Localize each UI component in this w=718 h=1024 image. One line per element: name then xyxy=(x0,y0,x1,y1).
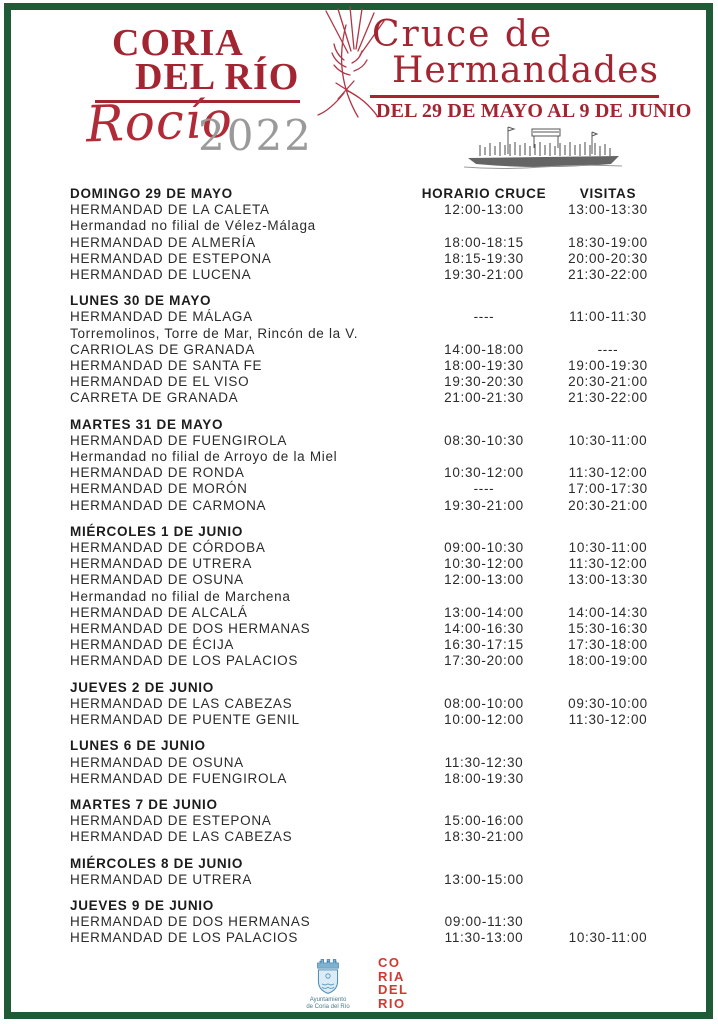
schedule-section xyxy=(70,293,663,406)
schedule-row xyxy=(70,653,663,669)
horario-cruce-value: 13:00-15:00 xyxy=(444,871,524,887)
schedule-table xyxy=(70,186,663,957)
hermandad-name: Hermandad no filial de Arroyo de la Miel xyxy=(70,449,338,465)
hermandad-name: HERMANDAD DE DOS HERMANAS xyxy=(70,914,311,930)
horario-cruce-value: 08:00-10:00 xyxy=(444,695,524,711)
visitas-value xyxy=(553,813,663,829)
council-logo xyxy=(300,956,356,1011)
horario-cruce-value: ---- xyxy=(473,481,495,497)
hermandad-name: HERMANDAD DE UTRERA xyxy=(70,871,253,887)
council-caption-line2: de Coria del Río xyxy=(306,1004,350,1010)
hermandad-name: HERMANDAD DE LOS PALACIOS xyxy=(70,653,299,669)
schedule-row xyxy=(70,771,663,787)
visitas-value xyxy=(553,755,663,771)
hermandad-name: HERMANDAD DE CARMONA xyxy=(70,497,267,513)
visitas-value: 13:00-13:30 xyxy=(568,202,648,218)
hermandad-name: HERMANDAD DE LAS CABEZAS xyxy=(70,829,293,845)
schedule-row xyxy=(70,358,663,374)
hermandad-name: HERMANDAD DE ALMERÍA xyxy=(70,234,256,250)
schedule-row xyxy=(70,374,663,390)
visitas-value: 11:00-11:30 xyxy=(569,309,647,325)
wordmark-line-1: CO xyxy=(378,955,401,970)
schedule-section xyxy=(70,856,663,888)
hermandad-name: HERMANDAD DE PUENTE GENIL xyxy=(70,712,300,728)
brand-title-line1: CORIA xyxy=(112,22,244,64)
horario-cruce-value: 13:00-14:00 xyxy=(444,604,524,620)
visitas-value: 10:30-11:00 xyxy=(568,540,648,556)
hermandad-name: HERMANDAD DE ESTEPONA xyxy=(70,813,272,829)
visitas-value xyxy=(553,589,663,605)
schedule-row xyxy=(70,540,663,556)
schedule-note-row xyxy=(70,218,663,234)
horario-cruce-value: 21:00-21:30 xyxy=(444,390,524,406)
day-heading-row xyxy=(70,680,663,696)
brand-title-line2: DEL RÍO xyxy=(135,56,300,98)
visitas-value: 18:30-19:00 xyxy=(568,234,648,250)
brand-year: 2022 xyxy=(198,111,313,160)
hermandad-name: HERMANDAD DE ÉCIJA xyxy=(70,637,235,653)
horario-cruce-value: 12:00-13:00 xyxy=(444,202,524,218)
schedule-row xyxy=(70,696,663,712)
horario-cruce-value: 19:30-20:30 xyxy=(444,374,524,390)
hermandad-name: HERMANDAD DE UTRERA xyxy=(70,556,253,572)
column-header-horario xyxy=(415,898,553,914)
day-heading-row xyxy=(70,738,663,754)
horario-cruce-value: 16:30-17:15 xyxy=(444,637,524,653)
schedule-row xyxy=(70,342,663,358)
visitas-value: 14:00-14:30 xyxy=(568,604,648,620)
horario-cruce-value: 09:00-11:30 xyxy=(444,914,524,930)
day-heading: DOMINGO 29 DE MAYO xyxy=(70,186,233,201)
hermandad-name: Hermandad no filial de Vélez-Málaga xyxy=(70,218,316,234)
hermandad-name: HERMANDAD DE ALCALÁ xyxy=(70,604,248,620)
column-header-visitas xyxy=(553,797,663,813)
schedule-note-row xyxy=(70,326,663,342)
hermandad-name: HERMANDAD DE MORÓN xyxy=(70,481,248,497)
visitas-value: 21:30-22:00 xyxy=(568,267,648,283)
day-heading: LUNES 30 DE MAYO xyxy=(70,293,212,309)
visitas-value: 17:00-17:30 xyxy=(568,481,648,497)
horario-cruce-value: 19:30-21:00 xyxy=(444,267,524,283)
visitas-value: ---- xyxy=(597,341,619,357)
schedule-row xyxy=(70,712,663,728)
schedule-row xyxy=(70,481,663,497)
schedule-row xyxy=(70,829,663,845)
wordmark-line-3: DEL xyxy=(378,982,409,997)
visitas-value xyxy=(553,326,663,342)
visitas-value: 20:00-20:30 xyxy=(568,250,648,266)
visitas-value: 17:30-18:00 xyxy=(568,637,648,653)
wordmark-line-2: RIA xyxy=(378,968,405,984)
hermandad-name: HERMANDAD DE OSUNA xyxy=(70,572,244,588)
schedule-section xyxy=(70,524,663,670)
horario-cruce-value: 12:00-13:00 xyxy=(444,572,524,588)
horario-cruce-value: 18:00-19:30 xyxy=(444,358,524,374)
hermandad-name: CARRETA DE GRANADA xyxy=(70,390,239,406)
visitas-value xyxy=(553,914,663,930)
wordmark-line-4: RIO xyxy=(378,995,406,1011)
horario-cruce-value xyxy=(415,326,553,342)
brand-script-title: Rocío xyxy=(85,90,234,154)
event-title-line1: Cruce de xyxy=(372,14,554,55)
hermandad-name: HERMANDAD DE DOS HERMANAS xyxy=(70,621,311,637)
column-header-horario xyxy=(415,293,553,309)
schedule-row xyxy=(70,755,663,771)
schedule-section xyxy=(70,898,663,947)
column-header-visitas xyxy=(553,293,663,309)
schedule-row xyxy=(70,202,663,218)
hermandad-name: HERMANDAD DE CÓRDOBA xyxy=(70,540,266,556)
visitas-value xyxy=(553,218,663,234)
day-heading: JUEVES 9 DE JUNIO xyxy=(70,897,214,913)
schedule-row xyxy=(70,813,663,829)
schedule-row xyxy=(70,605,663,621)
schedule-row xyxy=(70,390,663,406)
schedule-row xyxy=(70,621,663,637)
event-title-line2: Hermandades xyxy=(392,50,660,91)
column-header-horario xyxy=(415,738,553,754)
hermandad-name: HERMANDAD DE RONDA xyxy=(70,465,245,481)
column-header-horario: HORARIO CRUCE xyxy=(421,186,547,201)
ferry-boat-illustration-icon xyxy=(462,124,625,172)
horario-cruce-value: 18:00-18:15 xyxy=(444,234,524,250)
day-heading-row xyxy=(70,186,663,202)
horario-cruce-value: 18:15-19:30 xyxy=(444,250,524,266)
horario-cruce-value: 11:30-12:30 xyxy=(444,754,524,770)
horario-cruce-value: 15:00-16:00 xyxy=(444,813,524,829)
horario-cruce-value xyxy=(415,218,553,234)
visitas-value xyxy=(553,872,663,888)
schedule-section xyxy=(70,680,663,729)
day-heading: MIÉRCOLES 1 DE JUNIO xyxy=(70,523,244,539)
day-heading-row xyxy=(70,417,663,433)
hermandad-name: Torremolinos, Torre de Mar, Rincón de la V. xyxy=(70,325,359,341)
hermandad-name: HERMANDAD DE LAS CABEZAS xyxy=(70,695,293,711)
schedule-row xyxy=(70,251,663,267)
column-header-visitas xyxy=(553,898,663,914)
day-heading: JUEVES 2 DE JUNIO xyxy=(70,679,214,695)
visitas-value: 18:00-19:00 xyxy=(568,653,648,669)
visitas-value: 20:30-21:00 xyxy=(568,374,648,390)
day-heading: MIÉRCOLES 8 DE JUNIO xyxy=(70,855,244,871)
horario-cruce-value: 10:30-12:00 xyxy=(444,465,524,481)
schedule-row xyxy=(70,309,663,325)
schedule-row xyxy=(70,572,663,588)
column-header-horario xyxy=(415,797,553,813)
horario-cruce-value: 08:30-10:30 xyxy=(444,432,524,448)
column-header-visitas xyxy=(553,417,663,433)
horario-cruce-value: 09:00-10:30 xyxy=(444,540,524,556)
hermandad-name: HERMANDAD DE LA CALETA xyxy=(70,202,270,218)
column-header-horario xyxy=(415,856,553,872)
event-date-range: DEL 29 DE MAYO AL 9 DE JUNIO xyxy=(376,100,692,122)
schedule-section xyxy=(70,417,663,514)
visitas-value xyxy=(553,771,663,787)
schedule-section xyxy=(70,186,663,283)
column-header-horario xyxy=(415,680,553,696)
schedule-row xyxy=(70,267,663,283)
horario-cruce-value: 18:30-21:00 xyxy=(444,829,524,845)
day-heading-row xyxy=(70,293,663,309)
schedule-note-row xyxy=(70,449,663,465)
visitas-value: 10:30-11:00 xyxy=(568,432,648,448)
schedule-section xyxy=(70,738,663,787)
visitas-value: 10:30-11:00 xyxy=(568,930,648,946)
hermandad-name: HERMANDAD DE OSUNA xyxy=(70,754,244,770)
schedule-row xyxy=(70,235,663,251)
visitas-value: 09:30-10:00 xyxy=(568,695,648,711)
column-header-horario xyxy=(415,524,553,540)
horario-cruce-value: ---- xyxy=(473,309,495,325)
event-underline xyxy=(370,95,659,98)
visitas-value: 11:30-12:00 xyxy=(568,465,648,481)
schedule-row xyxy=(70,433,663,449)
column-header-visitas xyxy=(553,524,663,540)
horario-cruce-value: 18:00-19:30 xyxy=(444,770,524,786)
schedule-row xyxy=(70,914,663,930)
day-heading: MARTES 7 DE JUNIO xyxy=(70,796,218,812)
hermandad-name: HERMANDAD DE MÁLAGA xyxy=(70,309,253,325)
day-heading-row xyxy=(70,856,663,872)
visitas-value xyxy=(553,449,663,465)
hermandad-name: HERMANDAD DE LOS PALACIOS xyxy=(70,930,299,946)
schedule-row xyxy=(70,637,663,653)
horario-cruce-value: 14:00-18:00 xyxy=(444,341,524,357)
column-header-visitas xyxy=(553,680,663,696)
column-header-visitas: VISITAS xyxy=(579,186,637,201)
visitas-value: 11:30-12:00 xyxy=(568,556,648,572)
visitas-value: 21:30-22:00 xyxy=(568,390,648,406)
visitas-value: 19:00-19:30 xyxy=(568,358,648,374)
hermandad-name: HERMANDAD DE FUENGIROLA xyxy=(70,770,288,786)
visitas-value xyxy=(553,829,663,845)
coat-of-arms-icon xyxy=(308,956,348,996)
hermandad-name: HERMANDAD DE FUENGIROLA xyxy=(70,432,288,448)
column-header-horario xyxy=(415,417,553,433)
day-heading-row xyxy=(70,797,663,813)
hermandad-name: CARRIOLAS DE GRANADA xyxy=(70,341,256,357)
hermandad-name: HERMANDAD DE LUCENA xyxy=(70,267,252,283)
horario-cruce-value: 11:30-13:00 xyxy=(444,930,524,946)
horario-cruce-value: 14:00-16:30 xyxy=(444,621,524,637)
hermandad-name: HERMANDAD DE EL VISO xyxy=(70,374,250,390)
schedule-row xyxy=(70,465,663,481)
hermandad-name: HERMANDAD DE ESTEPONA xyxy=(70,250,272,266)
column-header-visitas xyxy=(553,856,663,872)
horario-cruce-value: 19:30-21:00 xyxy=(444,497,524,513)
hermandad-name: Hermandad no filial de Marchena xyxy=(70,588,291,604)
council-caption-line1: Ayuntamiento xyxy=(309,997,347,1003)
day-heading: MARTES 31 DE MAYO xyxy=(70,416,224,432)
horario-cruce-value: 17:30-20:00 xyxy=(444,653,524,669)
schedule-row xyxy=(70,872,663,888)
coria-wordmark-logo xyxy=(378,956,409,1010)
schedule-row xyxy=(70,498,663,514)
day-heading-row xyxy=(70,524,663,540)
visitas-value: 20:30-21:00 xyxy=(568,497,648,513)
column-header-visitas xyxy=(553,738,663,754)
visitas-value: 13:00-13:30 xyxy=(568,572,648,588)
horario-cruce-value: 10:00-12:00 xyxy=(444,712,524,728)
horario-cruce-value xyxy=(415,589,553,605)
horario-cruce-value xyxy=(415,449,553,465)
day-heading-row xyxy=(70,898,663,914)
hermandad-name: HERMANDAD DE SANTA FE xyxy=(70,358,263,374)
schedule-note-row xyxy=(70,589,663,605)
day-heading: LUNES 6 DE JUNIO xyxy=(70,738,206,754)
visitas-value: 11:30-12:00 xyxy=(568,712,648,728)
visitas-value: 15:30-16:30 xyxy=(568,621,648,637)
schedule-row xyxy=(70,556,663,572)
schedule-row xyxy=(70,930,663,946)
schedule-section xyxy=(70,797,663,846)
horario-cruce-value: 10:30-12:00 xyxy=(444,556,524,572)
